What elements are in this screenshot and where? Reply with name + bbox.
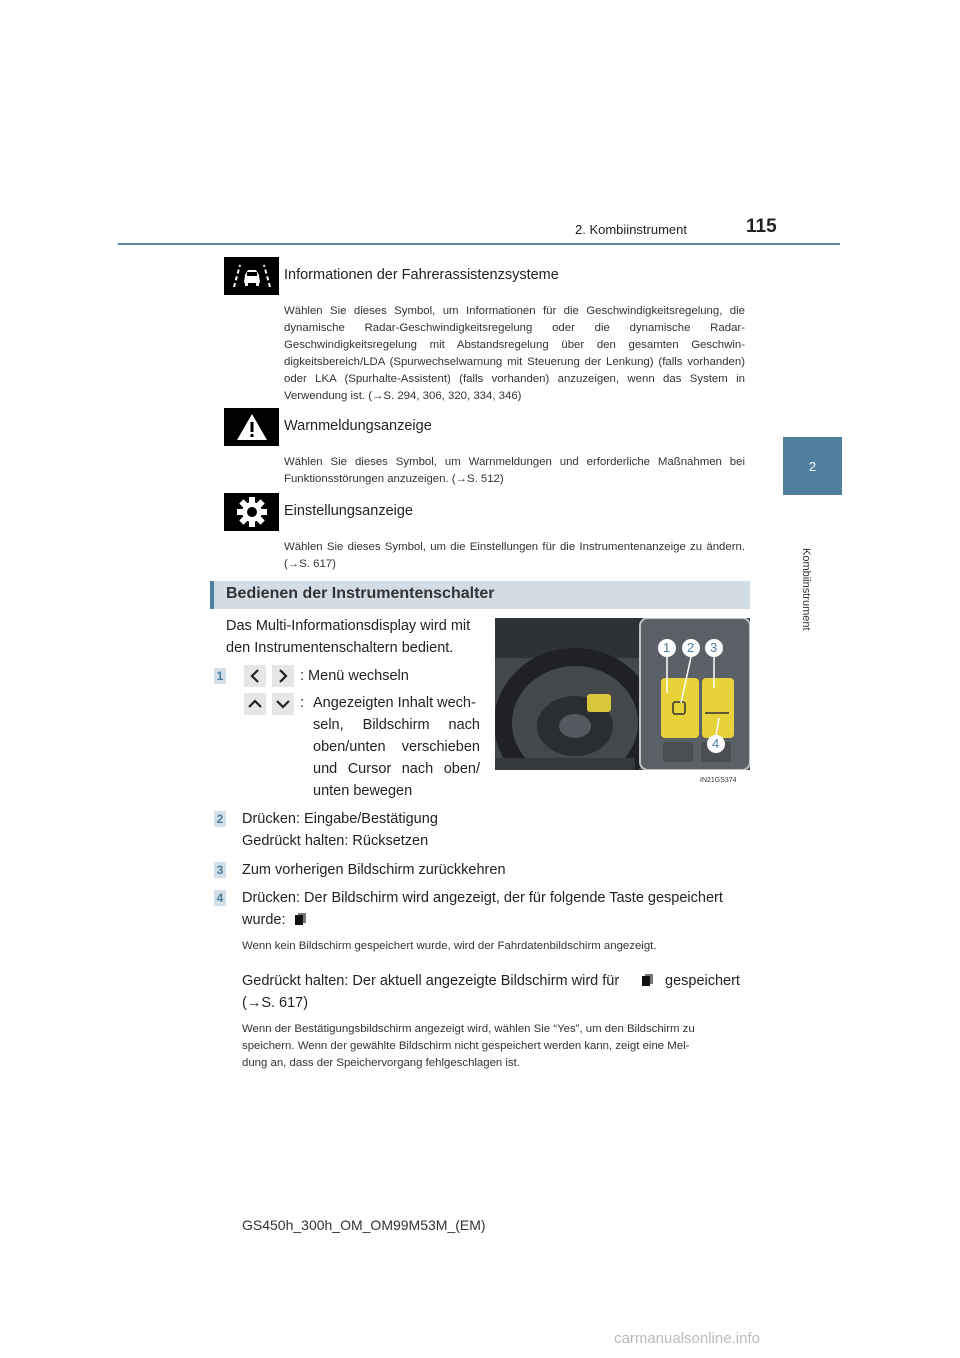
section-heading-text: Bedienen der Instrumentenschalter [226,585,495,602]
colon: : [300,695,305,711]
page-number: 115 [746,216,777,237]
step-number: 3 [214,862,226,878]
screen-stack-icon [294,912,308,931]
page-reference: (→S. 617) [242,995,309,1011]
section-heading [210,581,750,609]
note-line: Wenn der Bestätigungsbildschirm angezeigt wird, wählen Sie “Yes”, um den Bildschirm zu [242,1023,695,1035]
callout-4: 4 [712,736,720,751]
arrow-right-icon [272,665,294,687]
note-text-block [242,1021,745,1072]
step-line: Angezeigten Inhalt wech- [313,695,476,711]
step-number: 1 [214,668,226,684]
callout-3: 3 [710,640,718,655]
header-rule [118,243,840,245]
item-title: Warnmeldungsanzeige [284,418,432,434]
arrow-up-icon [244,693,266,715]
intro-line: Das Multi-Informationsdisplay wird mit [226,618,471,634]
chapter-heading: 2. Kombiinstrument [575,222,687,237]
gear-icon [224,493,279,531]
item-description: Wählen Sie dieses Symbol, um Warnmeldungen und erforderliche Maßnahmen bei Funktionsstörungen anzuzeigen. (→S. 512) [284,456,745,485]
arrow-left-icon [244,665,266,687]
item-title: Einstellungsanzeige [284,503,413,519]
intro-line: den Instrumentenschaltern bedient. [226,640,454,656]
note-line: dung an, dass der Speichervorgang fehlgeschlagen ist. [242,1057,520,1069]
chapter-tab: 2 [783,437,842,495]
chapter-tab-label: Kombiinstrument [800,548,812,631]
item-description: Wählen Sie dieses Symbol, um die Einstellungen für die Instrumentenanzeige zu ändern. (→S. 617) [284,541,745,570]
car-lane-icon [224,257,279,295]
step-text-block [313,692,480,802]
warning-triangle-icon [224,408,279,446]
step-text: Gedrückt halten: Der aktuell angezeigte Bildschirm wird für [242,973,620,989]
step-text: wurde: [242,912,286,928]
item-title: Informationen der Fahrerassistenzsysteme [284,267,559,283]
step-text: Gedrückt halten: Rücksetzen [242,833,429,849]
step-number: 4 [214,890,226,906]
step-line: unten bewegen [313,783,413,799]
callout-2: 2 [687,640,695,655]
step-text: gespeichert [665,973,740,989]
step-line: und Cursor nach oben/ [313,761,480,777]
step-number: 2 [214,811,226,827]
screen-stack-icon [641,973,655,992]
note-line: speichern. Wenn der gewählte Bildschirm nicht gespeichert werden kann, zeigt eine Mel- [242,1040,690,1052]
arrow-down-icon [272,693,294,715]
document-code: GS450h_300h_OM_OM99M53M_(EM) [242,1217,486,1233]
watermark: carmanualsonline.info [614,1330,760,1347]
steering-switch-illustration [495,618,750,793]
image-code: IN21GS374 [700,777,737,784]
callout-1: 1 [663,640,671,655]
step-line: seln, Bildschirm nach [313,717,480,733]
step-text: : Menü wechseln [300,668,409,684]
item-description: Wählen Sie dieses Symbol, um Informationen für die Geschwindigkeitsregelung, die dynamische Radar-Geschwindigkeitsregelung oder die dynamische Radar-Geschwindigkeitsregelung mit Abstandsregelung über den gesamten Geschwin-digkeitsbereich/LDA (Spurwechselwarnung mit Steuerung der Lenkung) (falls vorhanden) oder LKA (Spurhalte-Assistent) (falls vorhanden) anzuzeigen, wenn das System in Verwendung ist. (→S. 294, 306, 320, 334, 346) [284,305,745,402]
step-line: oben/unten verschieben [313,739,480,755]
step-text: Drücken: Eingabe/Bestätigung [242,811,438,827]
step-text: Drücken: Der Bildschirm wird angezeigt, der für folgende Taste gespeichert [242,890,723,906]
note-text: Wenn kein Bildschirm gespeichert wurde, wird der Fahrdatenbildschirm angezeigt. [242,940,657,952]
step-text: Zum vorherigen Bildschirm zurückkehren [242,862,506,878]
